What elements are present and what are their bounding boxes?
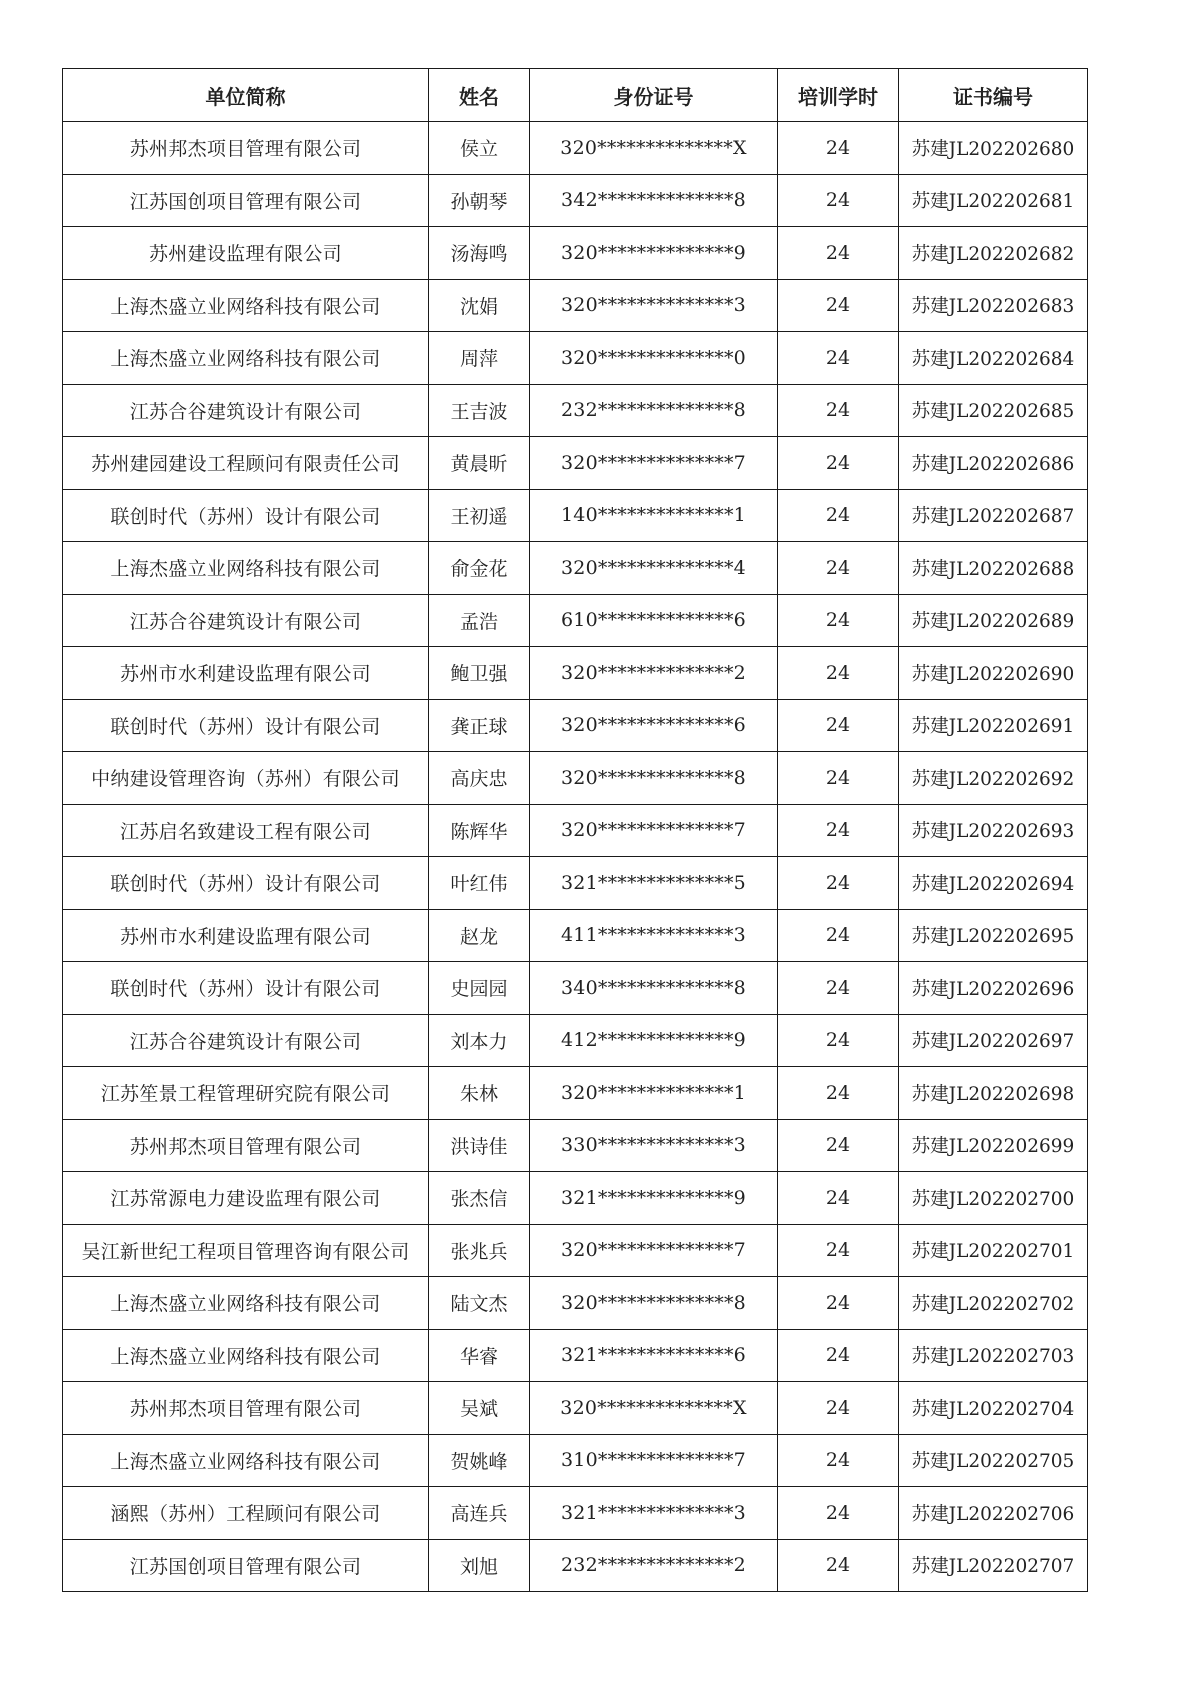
certificate-number-cell: 苏建JL202202684	[899, 332, 1088, 385]
header-id-number: 身份证号	[530, 69, 778, 122]
header-training-hours: 培训学时	[778, 69, 899, 122]
table-row	[63, 857, 1088, 910]
name-cell: 陆文杰	[429, 1277, 530, 1330]
certificate-number-cell: 苏建JL202202690	[899, 647, 1088, 700]
unit-cell: 苏州邦杰项目管理有限公司	[63, 1119, 429, 1172]
id-number-cell: 320**************7	[530, 1224, 778, 1277]
name-cell: 俞金花	[429, 542, 530, 595]
table-header-row	[63, 69, 1088, 122]
certificate-number-cell: 苏建JL202202695	[899, 909, 1088, 962]
id-number-cell: 321**************6	[530, 1329, 778, 1382]
table-row	[63, 279, 1088, 332]
unit-cell: 江苏常源电力建设监理有限公司	[63, 1172, 429, 1225]
certificate-number-cell: 苏建JL202202686	[899, 437, 1088, 490]
training-hours-cell: 24	[778, 909, 899, 962]
training-hours-cell: 24	[778, 332, 899, 385]
table-row	[63, 962, 1088, 1015]
table-row	[63, 752, 1088, 805]
id-number-cell: 320**************4	[530, 542, 778, 595]
unit-cell: 联创时代（苏州）设计有限公司	[63, 962, 429, 1015]
id-number-cell: 232**************2	[530, 1539, 778, 1592]
certificate-number-cell: 苏建JL202202688	[899, 542, 1088, 595]
table-row	[63, 1382, 1088, 1435]
certificate-number-cell: 苏建JL202202697	[899, 1014, 1088, 1067]
unit-cell: 上海杰盛立业网络科技有限公司	[63, 1329, 429, 1382]
unit-cell: 江苏合谷建筑设计有限公司	[63, 384, 429, 437]
training-hours-cell: 24	[778, 1277, 899, 1330]
table-row	[63, 1014, 1088, 1067]
id-number-cell: 321**************3	[530, 1487, 778, 1540]
certificate-number-cell: 苏建JL202202691	[899, 699, 1088, 752]
name-cell: 华睿	[429, 1329, 530, 1382]
training-hours-cell: 24	[778, 384, 899, 437]
certificate-number-cell: 苏建JL202202682	[899, 227, 1088, 280]
table-row	[63, 122, 1088, 175]
unit-cell: 苏州建设监理有限公司	[63, 227, 429, 280]
name-cell: 刘本力	[429, 1014, 530, 1067]
training-hours-cell: 24	[778, 279, 899, 332]
unit-cell: 中纳建设管理咨询（苏州）有限公司	[63, 752, 429, 805]
training-hours-cell: 24	[778, 857, 899, 910]
id-number-cell: 330**************3	[530, 1119, 778, 1172]
id-number-cell: 320**************X	[530, 1382, 778, 1435]
unit-cell: 联创时代（苏州）设计有限公司	[63, 699, 429, 752]
id-number-cell: 140**************1	[530, 489, 778, 542]
name-cell: 鲍卫强	[429, 647, 530, 700]
certificate-number-cell: 苏建JL202202701	[899, 1224, 1088, 1277]
training-hours-cell: 24	[778, 1014, 899, 1067]
table-row	[63, 1119, 1088, 1172]
certificate-number-cell: 苏建JL202202707	[899, 1539, 1088, 1592]
id-number-cell: 412**************9	[530, 1014, 778, 1067]
id-number-cell: 321**************5	[530, 857, 778, 910]
certificate-number-cell: 苏建JL202202699	[899, 1119, 1088, 1172]
id-number-cell: 320**************7	[530, 804, 778, 857]
certificate-number-cell: 苏建JL202202704	[899, 1382, 1088, 1435]
header-name: 姓名	[429, 69, 530, 122]
certificate-table	[62, 68, 1088, 1592]
table-row	[63, 1434, 1088, 1487]
unit-cell: 江苏合谷建筑设计有限公司	[63, 594, 429, 647]
unit-cell: 上海杰盛立业网络科技有限公司	[63, 1434, 429, 1487]
id-number-cell: 320**************1	[530, 1067, 778, 1120]
certificate-number-cell: 苏建JL202202692	[899, 752, 1088, 805]
training-hours-cell: 24	[778, 1119, 899, 1172]
name-cell: 刘旭	[429, 1539, 530, 1592]
header-certificate-number: 证书编号	[899, 69, 1088, 122]
training-hours-cell: 24	[778, 1487, 899, 1540]
unit-cell: 苏州邦杰项目管理有限公司	[63, 122, 429, 175]
certificate-number-cell: 苏建JL202202681	[899, 174, 1088, 227]
name-cell: 贺姚峰	[429, 1434, 530, 1487]
unit-cell: 江苏笙景工程管理研究院有限公司	[63, 1067, 429, 1120]
name-cell: 赵龙	[429, 909, 530, 962]
name-cell: 高连兵	[429, 1487, 530, 1540]
table-row	[63, 227, 1088, 280]
name-cell: 孙朝琴	[429, 174, 530, 227]
certificate-number-cell: 苏建JL202202683	[899, 279, 1088, 332]
certificate-number-cell: 苏建JL202202705	[899, 1434, 1088, 1487]
name-cell: 侯立	[429, 122, 530, 175]
certificate-number-cell: 苏建JL202202698	[899, 1067, 1088, 1120]
certificate-number-cell: 苏建JL202202706	[899, 1487, 1088, 1540]
name-cell: 王初遥	[429, 489, 530, 542]
unit-cell: 江苏国创项目管理有限公司	[63, 174, 429, 227]
certificate-number-cell: 苏建JL202202680	[899, 122, 1088, 175]
unit-cell: 上海杰盛立业网络科技有限公司	[63, 542, 429, 595]
training-hours-cell: 24	[778, 227, 899, 280]
name-cell: 周萍	[429, 332, 530, 385]
unit-cell: 苏州建园建设工程顾问有限责任公司	[63, 437, 429, 490]
training-hours-cell: 24	[778, 1539, 899, 1592]
training-hours-cell: 24	[778, 804, 899, 857]
unit-cell: 上海杰盛立业网络科技有限公司	[63, 279, 429, 332]
table-row	[63, 174, 1088, 227]
unit-cell: 苏州市水利建设监理有限公司	[63, 909, 429, 962]
certificate-number-cell: 苏建JL202202702	[899, 1277, 1088, 1330]
certificate-number-cell: 苏建JL202202696	[899, 962, 1088, 1015]
name-cell: 叶红伟	[429, 857, 530, 910]
training-hours-cell: 24	[778, 752, 899, 805]
id-number-cell: 610**************6	[530, 594, 778, 647]
table-row	[63, 1487, 1088, 1540]
unit-cell: 涵熙（苏州）工程顾问有限公司	[63, 1487, 429, 1540]
name-cell: 洪诗佳	[429, 1119, 530, 1172]
table-row	[63, 1224, 1088, 1277]
training-hours-cell: 24	[778, 1172, 899, 1225]
name-cell: 黄晨昕	[429, 437, 530, 490]
id-number-cell: 310**************7	[530, 1434, 778, 1487]
certificate-number-cell: 苏建JL202202685	[899, 384, 1088, 437]
id-number-cell: 320**************6	[530, 699, 778, 752]
training-hours-cell: 24	[778, 1329, 899, 1382]
name-cell: 吴斌	[429, 1382, 530, 1435]
training-hours-cell: 24	[778, 594, 899, 647]
id-number-cell: 411**************3	[530, 909, 778, 962]
certificate-number-cell: 苏建JL202202693	[899, 804, 1088, 857]
training-hours-cell: 24	[778, 962, 899, 1015]
id-number-cell: 320**************8	[530, 1277, 778, 1330]
unit-cell: 吴江新世纪工程项目管理咨询有限公司	[63, 1224, 429, 1277]
name-cell: 张兆兵	[429, 1224, 530, 1277]
training-hours-cell: 24	[778, 174, 899, 227]
table-row	[63, 437, 1088, 490]
id-number-cell: 320**************X	[530, 122, 778, 175]
certificate-number-cell: 苏建JL202202687	[899, 489, 1088, 542]
certificate-number-cell: 苏建JL202202703	[899, 1329, 1088, 1382]
table-row	[63, 489, 1088, 542]
training-hours-cell: 24	[778, 1067, 899, 1120]
training-hours-cell: 24	[778, 647, 899, 700]
id-number-cell: 320**************8	[530, 752, 778, 805]
table-row	[63, 1539, 1088, 1592]
training-hours-cell: 24	[778, 542, 899, 595]
certificate-number-cell: 苏建JL202202689	[899, 594, 1088, 647]
id-number-cell: 232**************8	[530, 384, 778, 437]
training-hours-cell: 24	[778, 1382, 899, 1435]
name-cell: 朱林	[429, 1067, 530, 1120]
training-hours-cell: 24	[778, 489, 899, 542]
training-hours-cell: 24	[778, 1224, 899, 1277]
id-number-cell: 321**************9	[530, 1172, 778, 1225]
unit-cell: 苏州市水利建设监理有限公司	[63, 647, 429, 700]
unit-cell: 联创时代（苏州）设计有限公司	[63, 857, 429, 910]
header-unit: 单位简称	[63, 69, 429, 122]
name-cell: 张杰信	[429, 1172, 530, 1225]
id-number-cell: 320**************2	[530, 647, 778, 700]
table-row	[63, 1067, 1088, 1120]
id-number-cell: 320**************0	[530, 332, 778, 385]
table-row	[63, 1172, 1088, 1225]
id-number-cell: 320**************9	[530, 227, 778, 280]
table-row	[63, 1329, 1088, 1382]
id-number-cell: 342**************8	[530, 174, 778, 227]
table-row	[63, 699, 1088, 752]
table-row	[63, 542, 1088, 595]
training-hours-cell: 24	[778, 122, 899, 175]
table-row	[63, 332, 1088, 385]
id-number-cell: 340**************8	[530, 962, 778, 1015]
id-number-cell: 320**************7	[530, 437, 778, 490]
table-row	[63, 909, 1088, 962]
unit-cell: 江苏启名致建设工程有限公司	[63, 804, 429, 857]
unit-cell: 江苏国创项目管理有限公司	[63, 1539, 429, 1592]
table-row	[63, 384, 1088, 437]
table-row	[63, 594, 1088, 647]
training-hours-cell: 24	[778, 699, 899, 752]
name-cell: 沈娟	[429, 279, 530, 332]
certificate-number-cell: 苏建JL202202700	[899, 1172, 1088, 1225]
table-row	[63, 804, 1088, 857]
name-cell: 史园园	[429, 962, 530, 1015]
name-cell: 孟浩	[429, 594, 530, 647]
name-cell: 陈辉华	[429, 804, 530, 857]
unit-cell: 江苏合谷建筑设计有限公司	[63, 1014, 429, 1067]
table-body	[63, 122, 1088, 1592]
name-cell: 龚正球	[429, 699, 530, 752]
unit-cell: 上海杰盛立业网络科技有限公司	[63, 1277, 429, 1330]
unit-cell: 苏州邦杰项目管理有限公司	[63, 1382, 429, 1435]
unit-cell: 上海杰盛立业网络科技有限公司	[63, 332, 429, 385]
training-hours-cell: 24	[778, 437, 899, 490]
name-cell: 高庆忠	[429, 752, 530, 805]
table-row	[63, 1277, 1088, 1330]
name-cell: 王吉波	[429, 384, 530, 437]
certificate-number-cell: 苏建JL202202694	[899, 857, 1088, 910]
id-number-cell: 320**************3	[530, 279, 778, 332]
name-cell: 汤海鸣	[429, 227, 530, 280]
table-row	[63, 647, 1088, 700]
unit-cell: 联创时代（苏州）设计有限公司	[63, 489, 429, 542]
training-hours-cell: 24	[778, 1434, 899, 1487]
